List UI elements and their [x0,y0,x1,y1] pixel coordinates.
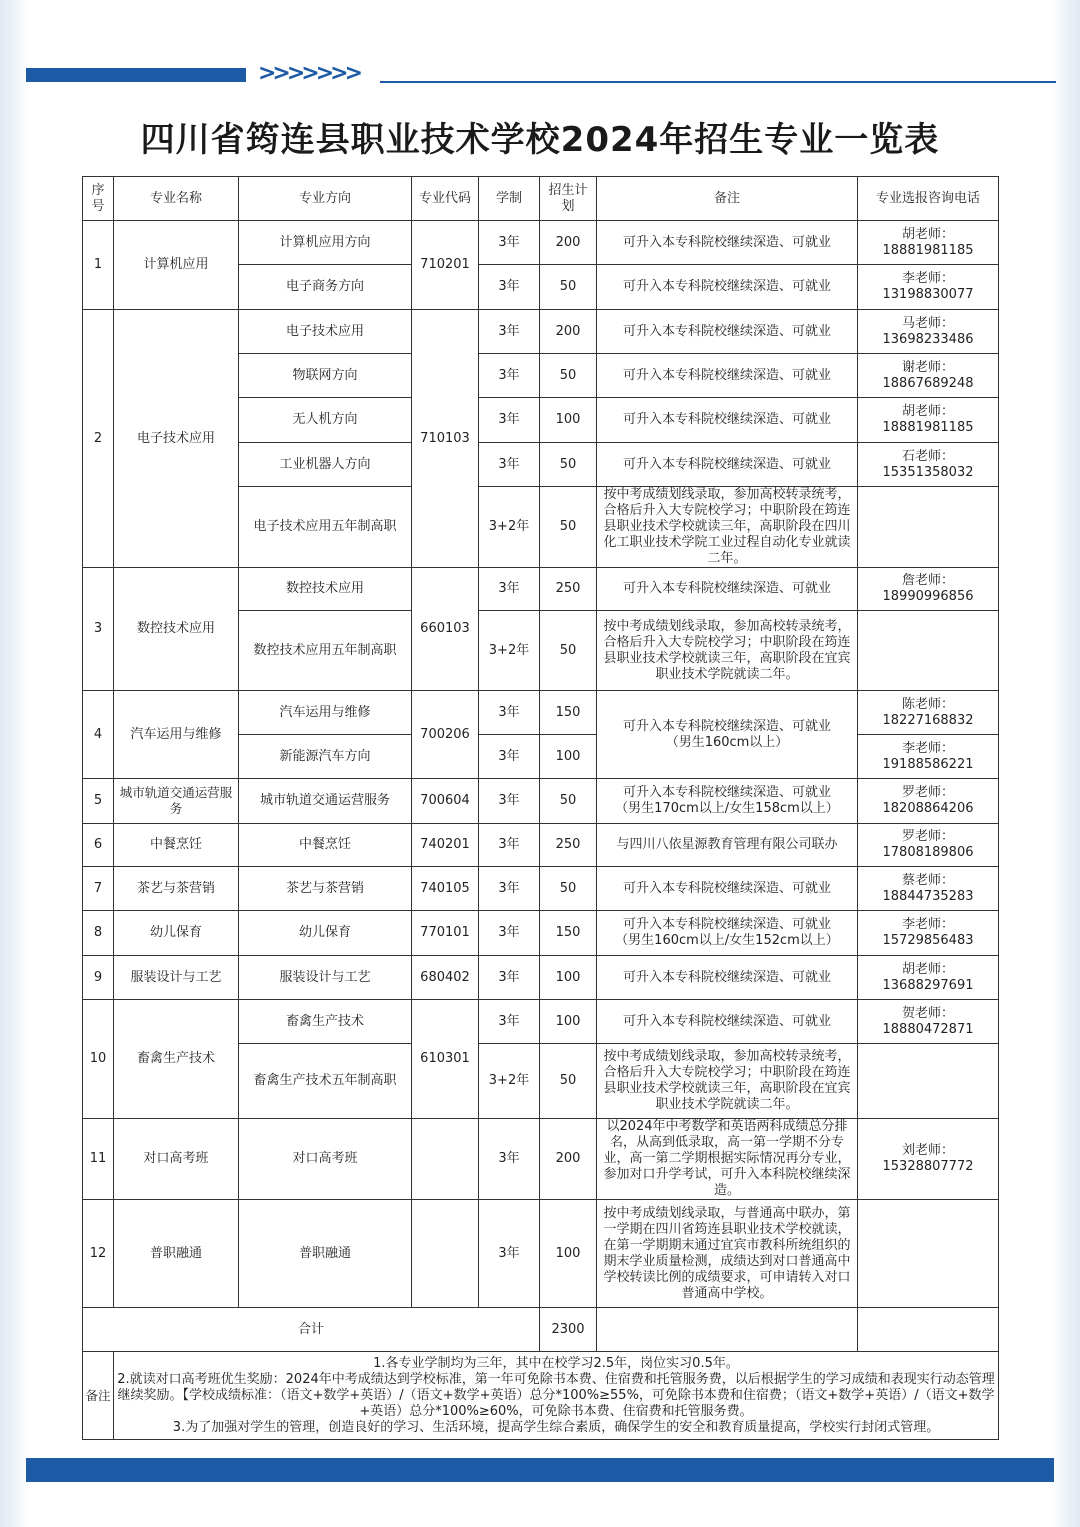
page-title: 四川省筠连县职业技术学校2024年招生专业一览表 [140,120,940,160]
duration-cell: 3年 [479,956,540,1000]
remark-line: 2.就读对口高考班优生奖励：2024年中考成绩达到学校标准，第一年可免除书本费、住宿费和托管服务费，以后根据学生的学习成绩和表现实行动态管理继续奖励。【学校成绩标准：（语文+数学+英语）/（语文+数学+英语）总分*100%≥55%，可免除书本费和住宿费；（语文+数学+英语）/（语文+数学+英语）总分*100%≥60%，可免除书本费、住宿费和托管服务费。 [117,1371,995,1419]
phone-cell [858,611,999,691]
note-cell: 按中考成绩划线录取，参加高校转录统考，合格后升入大专院校学习；中职阶段在筠连县职业技术学校就读三年，高职阶段在宜宾职业技术学院就读二年。 [597,611,858,691]
duration-cell: 3年 [479,779,540,824]
code-cell: 740105 [412,867,479,911]
table-row [83,867,999,911]
duration-cell: 3年 [479,265,540,310]
duration-cell: 3年 [479,310,540,354]
note-line: （男生160cm以上/女生152cm以上） [615,933,839,948]
empty-cell [597,1308,858,1352]
plan-cell: 50 [540,443,597,487]
table-row [83,691,999,735]
duration-cell: 3年 [479,1119,540,1200]
direction-cell: 汽车运用与维修 [239,691,412,735]
header-major-name: 专业名称 [114,177,239,221]
plan-cell: 150 [540,911,597,956]
seq-cell: 5 [83,779,114,824]
plan-cell: 100 [540,956,597,1000]
table-row [83,1119,999,1200]
phone-cell: 胡老师：18881981185 [858,221,999,265]
major-name-cell: 畜禽生产技术 [114,1000,239,1119]
seq-cell: 10 [83,1000,114,1119]
plan-cell: 200 [540,221,597,265]
note-cell: 可升入本专科院校继续深造、可就业 [597,265,858,310]
phone-cell: 马老师：13698233486 [858,310,999,354]
note-line: 可升入本专科院校继续深造、可就业 [622,785,831,800]
phone-cell: 胡老师：13688297691 [858,956,999,1000]
header-note: 备注 [597,177,858,221]
top-accent-bar [26,68,246,82]
direction-cell: 数控技术应用五年制高职 [239,611,412,691]
table-row [83,824,999,867]
plan-cell: 250 [540,568,597,611]
phone-cell: 李老师：13198830077 [858,265,999,310]
code-cell: 740201 [412,824,479,867]
duration-cell: 3+2年 [479,1044,540,1119]
plan-cell: 100 [540,735,597,779]
plan-cell: 50 [540,611,597,691]
remark-line: 3.为了加强对学生的管理，创造良好的学习、生活环境，提高学生综合素质，确保学生的安全和教育质量提高，学校实行封闭式管理。 [172,1419,940,1435]
major-name-cell: 茶艺与茶营销 [114,867,239,911]
phone-cell: 李老师：19188586221 [858,735,999,779]
note-cell: 按中考成绩划线录取，与普通高中联办，第一学期在四川省筠连县职业技术学校就读，在第一学期期末通过宜宾市教科所统组织的期末学业质量检测，成绩达到对口普通高中学校转读比例的成绩要求，可申请转入对口普通高中学校。 [597,1200,858,1308]
direction-cell: 服装设计与工艺 [239,956,412,1000]
seq-cell: 4 [83,691,114,779]
duration-cell: 3年 [479,443,540,487]
note-cell: 与四川八依星源教育管理有限公司联办 [597,824,858,867]
phone-cell: 罗老师：18208864206 [858,779,999,824]
direction-cell: 新能源汽车方向 [239,735,412,779]
plan-cell: 100 [540,1200,597,1308]
note-cell: 可升入本专科院校继续深造、可就业 [597,1000,858,1044]
seq-cell: 2 [83,310,114,568]
total-label: 合计 [83,1308,540,1352]
phone-cell: 石老师：15351358032 [858,443,999,487]
direction-cell: 无人机方向 [239,398,412,443]
table-row [83,779,999,824]
remarks-content [114,1352,999,1440]
header-code: 专业代码 [412,177,479,221]
phone-cell: 贺老师：18880472871 [858,1000,999,1044]
header-direction: 专业方向 [239,177,412,221]
chevron-arrows-icon: >>>>>>> [258,61,360,86]
code-cell: 770101 [412,911,479,956]
header-duration: 学制 [479,177,540,221]
duration-cell: 3年 [479,1200,540,1308]
phone-cell: 詹老师：18990996856 [858,568,999,611]
header-phone: 专业选报咨询电话 [858,177,999,221]
code-cell: 700604 [412,779,479,824]
table-row [83,1200,999,1308]
table-row [83,956,999,1000]
note-cell: 可升入本专科院校继续深造、可就业 [597,354,858,398]
duration-cell: 3年 [479,398,540,443]
major-name-cell: 中餐烹饪 [114,824,239,867]
plan-cell: 100 [540,1000,597,1044]
plan-cell: 50 [540,1044,597,1119]
major-name-cell: 普职融通 [114,1200,239,1308]
note-cell: 按中考成绩划线录取，参加高校转录统考，合格后升入大专院校学习；中职阶段在筠连县职业技术学校就读三年，高职阶段在宜宾职业技术学院就读二年。 [597,1044,858,1119]
bottom-accent-bar [26,1458,1054,1482]
code-cell: 710103 [412,310,479,568]
plan-cell: 100 [540,398,597,443]
note-cell: 可升入本专科院校继续深造、可就业 [597,867,858,911]
note-line: （男生170cm以上/女生158cm以上） [615,801,839,816]
direction-cell: 计算机应用方向 [239,221,412,265]
remark-line: 1.各专业学制均为三年，其中在校学习2.5年，岗位实习0.5年。 [373,1355,739,1371]
phone-cell: 刘老师：15328807772 [858,1119,999,1200]
duration-cell: 3年 [479,568,540,611]
direction-cell: 畜禽生产技术 [239,1000,412,1044]
code-cell [412,1119,479,1200]
note-cell: 可升入本专科院校继续深造、可就业 [597,310,858,354]
duration-cell: 3年 [479,911,540,956]
direction-cell: 数控技术应用 [239,568,412,611]
note-cell: 可升入本专科院校继续深造、可就业 [597,956,858,1000]
total-value: 2300 [540,1308,597,1352]
remarks-label: 备注 [83,1352,114,1440]
major-name-cell: 城市轨道交通运营服务 [114,779,239,824]
note-line: （男生160cm以上） [665,734,789,750]
empty-cell [858,1308,999,1352]
seq-cell: 3 [83,568,114,691]
phone-cell: 胡老师：18881981185 [858,398,999,443]
phone-cell: 陈老师：18227168832 [858,691,999,735]
top-accent-line [380,81,1056,83]
direction-cell: 幼儿保育 [239,911,412,956]
note-cell [597,911,858,956]
direction-cell: 畜禽生产技术五年制高职 [239,1044,412,1119]
table-row [83,310,999,354]
phone-cell: 罗老师：17808189806 [858,824,999,867]
plan-cell: 250 [540,824,597,867]
table-header-row [83,177,999,221]
note-cell: 按中考成绩划线录取，参加高校转录统考，合格后升入大专院校学习；中职阶段在筠连县职业技术学校就读三年，高职阶段在四川化工职业技术学院工业过程自动化专业就读二年。 [597,487,858,568]
major-name-cell: 电子技术应用 [114,310,239,568]
duration-cell: 3年 [479,691,540,735]
seq-cell: 8 [83,911,114,956]
phone-cell: 谢老师：18867689248 [858,354,999,398]
seq-cell: 11 [83,1119,114,1200]
table-row [83,568,999,611]
direction-cell: 电子商务方向 [239,265,412,310]
direction-cell: 电子技术应用 [239,310,412,354]
total-row [83,1308,999,1352]
plan-cell: 50 [540,265,597,310]
note-cell: 可升入本专科院校继续深造、可就业 [597,398,858,443]
header-seq: 序号 [83,177,114,221]
major-name-cell: 数控技术应用 [114,568,239,691]
major-name-cell: 计算机应用 [114,221,239,310]
seq-cell: 9 [83,956,114,1000]
code-cell: 660103 [412,568,479,691]
note-line: 可升入本专科院校继续深造、可就业 [622,917,831,932]
duration-cell: 3年 [479,354,540,398]
duration-cell: 3年 [479,1000,540,1044]
phone-cell: 蔡老师：18844735283 [858,867,999,911]
plan-cell: 50 [540,779,597,824]
major-name-cell: 服装设计与工艺 [114,956,239,1000]
note-cell: 以2024年中考数学和英语两科成绩总分排名，从高到低录取，高一第一学期不分专业，高一第二学期根据实际情况再分专业，参加对口升学考试，可升入本科院校继续深造。 [597,1119,858,1200]
note-cell: 可升入本专科院校继续深造、可就业 [597,443,858,487]
code-cell: 680402 [412,956,479,1000]
direction-cell: 电子技术应用五年制高职 [239,487,412,568]
code-cell: 710201 [412,221,479,310]
plan-cell: 200 [540,310,597,354]
code-cell: 610301 [412,1000,479,1119]
direction-cell: 茶艺与茶营销 [239,867,412,911]
note-cell [597,691,858,779]
table-row [83,911,999,956]
direction-cell: 中餐烹饪 [239,824,412,867]
plan-cell: 200 [540,1119,597,1200]
plan-cell: 50 [540,354,597,398]
phone-cell [858,487,999,568]
direction-cell: 工业机器人方向 [239,443,412,487]
enrollment-table [82,176,999,1440]
code-cell [412,1200,479,1308]
header-plan: 招生计划 [540,177,597,221]
code-cell: 700206 [412,691,479,779]
note-line: 可升入本专科院校继续深造、可就业 [622,718,831,734]
note-cell: 可升入本专科院校继续深造、可就业 [597,221,858,265]
major-name-cell: 幼儿保育 [114,911,239,956]
seq-cell: 7 [83,867,114,911]
direction-cell: 普职融通 [239,1200,412,1308]
left-decoration [0,0,30,1527]
note-cell [597,779,858,824]
phone-cell: 李老师：15729856483 [858,911,999,956]
seq-cell: 12 [83,1200,114,1308]
phone-cell [858,1200,999,1308]
right-decoration [1050,0,1080,1527]
duration-cell: 3年 [479,824,540,867]
duration-cell: 3年 [479,221,540,265]
table-row [83,221,999,265]
direction-cell: 物联网方向 [239,354,412,398]
major-name-cell: 对口高考班 [114,1119,239,1200]
remarks-row [83,1352,999,1440]
plan-cell: 50 [540,487,597,568]
seq-cell: 1 [83,221,114,310]
duration-cell: 3年 [479,867,540,911]
plan-cell: 150 [540,691,597,735]
duration-cell: 3+2年 [479,611,540,691]
seq-cell: 6 [83,824,114,867]
note-cell: 可升入本专科院校继续深造、可就业 [597,568,858,611]
duration-cell: 3年 [479,735,540,779]
table-row [83,1000,999,1044]
phone-cell [858,1044,999,1119]
plan-cell: 50 [540,867,597,911]
major-name-cell: 汽车运用与维修 [114,691,239,779]
duration-cell: 3+2年 [479,487,540,568]
direction-cell: 对口高考班 [239,1119,412,1200]
direction-cell: 城市轨道交通运营服务 [239,779,412,824]
